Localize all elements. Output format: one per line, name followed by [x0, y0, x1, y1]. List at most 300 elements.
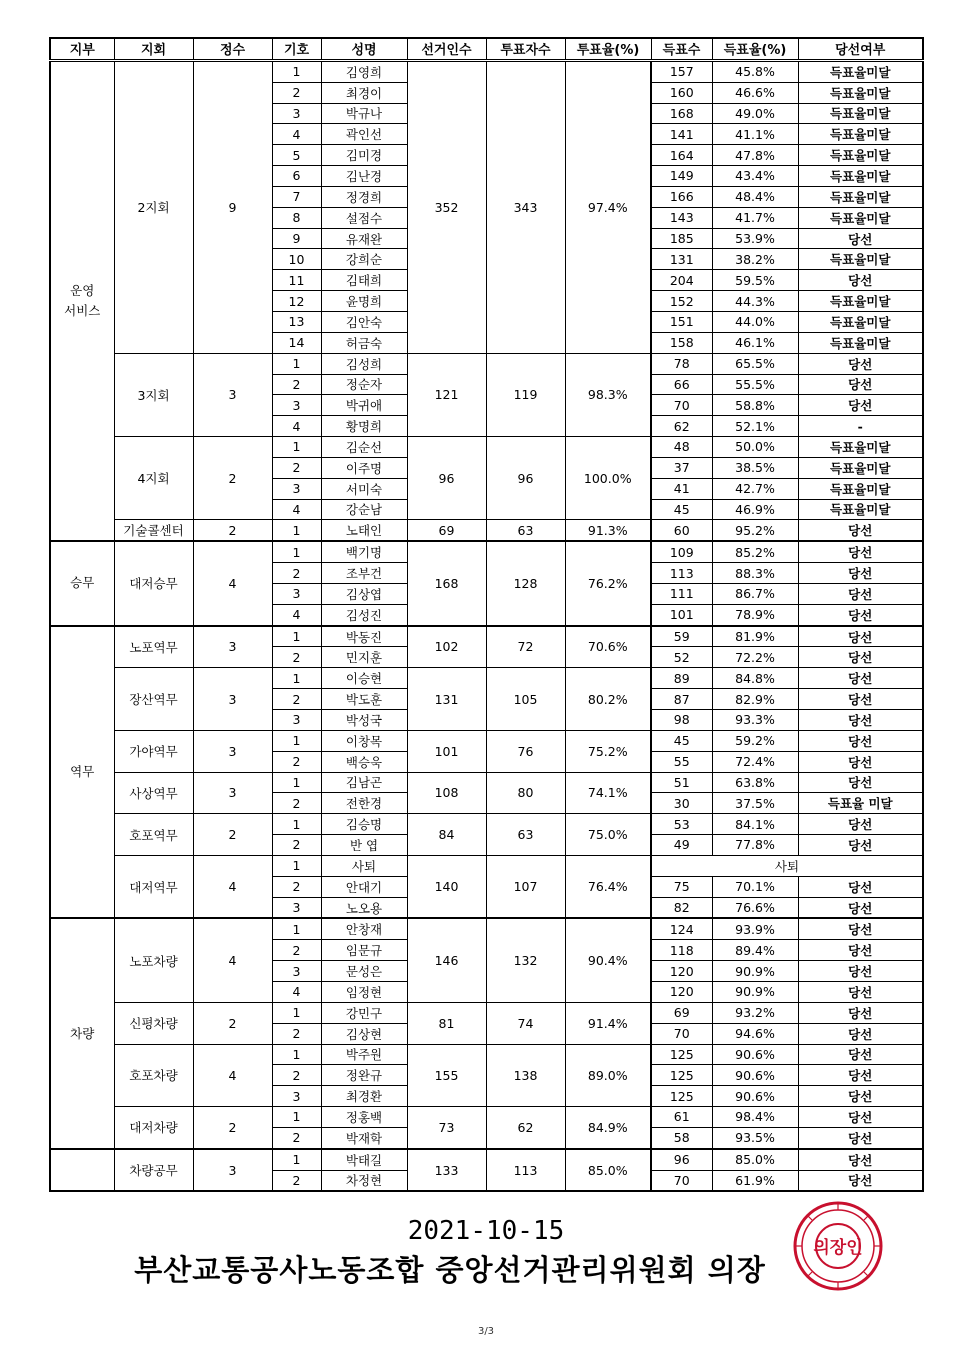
- branch-cell: 운영 서비스: [50, 60, 114, 541]
- col-seats: 정수: [193, 38, 272, 60]
- name-cell: 설점수: [321, 207, 407, 228]
- name-cell: 박동진: [321, 626, 407, 647]
- votes-cell: 204: [651, 270, 712, 291]
- number-cell: 2: [272, 940, 321, 961]
- col-turnout: 투표율(%): [565, 38, 651, 60]
- name-cell: 박도훈: [321, 689, 407, 710]
- votes-cast-cell: 138: [486, 1044, 565, 1107]
- result-cell: 당선: [798, 1044, 923, 1065]
- result-cell: 당선: [798, 1023, 923, 1044]
- number-cell: 2: [272, 457, 321, 478]
- result-cell: 당선: [798, 751, 923, 772]
- vote-rate-cell: 82.9%: [712, 689, 798, 710]
- chapter-cell: 대저차량: [114, 1107, 193, 1149]
- number-cell: 2: [272, 1065, 321, 1086]
- name-cell: 차정현: [321, 1170, 407, 1191]
- table-row: [50, 353, 923, 374]
- vote-rate-cell: 46.6%: [712, 82, 798, 103]
- name-cell: 안대기: [321, 876, 407, 897]
- number-cell: 2: [272, 689, 321, 710]
- result-cell: 득표율미달: [798, 82, 923, 103]
- votes-cast-cell: 119: [486, 353, 565, 436]
- name-cell: 김성진: [321, 604, 407, 625]
- votes-cell: 49: [651, 835, 712, 856]
- vote-rate-cell: 43.4%: [712, 166, 798, 187]
- seats-cell: 2: [193, 520, 272, 541]
- name-cell: 김난경: [321, 166, 407, 187]
- name-cell: 이주명: [321, 457, 407, 478]
- votes-cell: 78: [651, 353, 712, 374]
- col-branch: 지부: [50, 38, 114, 60]
- votes-cast-cell: 63: [486, 520, 565, 541]
- name-cell: 전한경: [321, 793, 407, 814]
- result-cell: 당선: [798, 563, 923, 584]
- result-cell: 득표율 미달: [798, 793, 923, 814]
- vote-rate-cell: 45.8%: [712, 60, 798, 82]
- result-cell: 득표율미달: [798, 311, 923, 332]
- number-cell: 2: [272, 793, 321, 814]
- number-cell: 1: [272, 541, 321, 562]
- votes-cast-cell: 132: [486, 918, 565, 1002]
- vote-rate-cell: 90.9%: [712, 961, 798, 982]
- name-cell: 박규나: [321, 103, 407, 124]
- vote-rate-cell: 86.7%: [712, 583, 798, 604]
- name-cell: 강민구: [321, 1002, 407, 1023]
- result-cell: 당선: [798, 814, 923, 835]
- seats-cell: 3: [193, 668, 272, 731]
- name-cell: 김태희: [321, 270, 407, 291]
- votes-cell: 160: [651, 82, 712, 103]
- seats-cell: 4: [193, 918, 272, 1002]
- name-cell: 강순남: [321, 499, 407, 520]
- result-cell: 득표율미달: [798, 249, 923, 270]
- votes-cell: 70: [651, 1023, 712, 1044]
- vote-rate-cell: 84.1%: [712, 814, 798, 835]
- table-row: [50, 626, 923, 647]
- seats-cell: 3: [193, 353, 272, 436]
- vote-rate-cell: 48.4%: [712, 186, 798, 207]
- name-cell: 박재학: [321, 1127, 407, 1148]
- vote-rate-cell: 59.5%: [712, 270, 798, 291]
- vote-rate-cell: 61.9%: [712, 1170, 798, 1191]
- votes-cast-cell: 105: [486, 668, 565, 731]
- result-cell: 득표율미달: [798, 499, 923, 520]
- issuer-line: 부산교통공사노동조합 중앙선거관리위원회 의장: [134, 1253, 766, 1287]
- vote-rate-cell: 93.9%: [712, 918, 798, 939]
- votes-cell: 89: [651, 668, 712, 689]
- number-cell: 1: [272, 60, 321, 82]
- votes-cell: 164: [651, 145, 712, 166]
- name-cell: 반 엽: [321, 835, 407, 856]
- vote-rate-cell: 90.6%: [712, 1044, 798, 1065]
- voters-cell: 102: [407, 626, 486, 668]
- vote-rate-cell: 41.7%: [712, 207, 798, 228]
- voters-cell: 101: [407, 730, 486, 772]
- name-cell: 허금숙: [321, 332, 407, 353]
- votes-cell: 151: [651, 311, 712, 332]
- votes-cell: 62: [651, 416, 712, 437]
- votes-cell: 48: [651, 437, 712, 458]
- vote-rate-cell: 84.8%: [712, 668, 798, 689]
- table-row: [50, 1149, 923, 1170]
- table-row: [50, 730, 923, 751]
- table-row: [50, 541, 923, 562]
- table-row: [50, 668, 923, 689]
- result-cell: 당선: [798, 353, 923, 374]
- vote-rate-cell: 70.1%: [712, 876, 798, 897]
- turnout-cell: 70.6%: [565, 626, 651, 668]
- voters-cell: 133: [407, 1149, 486, 1192]
- votes-cell: 120: [651, 961, 712, 982]
- name-cell: 임정현: [321, 981, 407, 1002]
- vote-rate-cell: 55.5%: [712, 374, 798, 395]
- votes-cast-cell: 76: [486, 730, 565, 772]
- name-cell: 정홍백: [321, 1107, 407, 1128]
- branch-cell: 역무: [50, 626, 114, 919]
- vote-rate-cell: 46.1%: [712, 332, 798, 353]
- election-results-table: [49, 37, 924, 1192]
- vote-rate-cell: 78.9%: [712, 604, 798, 625]
- table-row: [50, 437, 923, 458]
- result-cell: 득표율미달: [798, 166, 923, 187]
- votes-cell: 59: [651, 626, 712, 647]
- voters-cell: 69: [407, 520, 486, 541]
- name-cell: 정순자: [321, 374, 407, 395]
- result-cell: 득표율미달: [798, 291, 923, 312]
- name-cell: 박귀애: [321, 395, 407, 416]
- vote-rate-cell: 50.0%: [712, 437, 798, 458]
- vote-rate-cell: 81.9%: [712, 626, 798, 647]
- votes-cast-cell: 113: [486, 1149, 565, 1192]
- vote-rate-cell: 52.1%: [712, 416, 798, 437]
- number-cell: 4: [272, 499, 321, 520]
- vote-rate-cell: 90.6%: [712, 1086, 798, 1107]
- branch-cell: [50, 1149, 114, 1192]
- name-cell: 임문규: [321, 940, 407, 961]
- number-cell: 6: [272, 166, 321, 187]
- name-cell: 이승현: [321, 668, 407, 689]
- votes-cell: 61: [651, 1107, 712, 1128]
- turnout-cell: 76.2%: [565, 541, 651, 625]
- number-cell: 1: [272, 437, 321, 458]
- number-cell: 1: [272, 520, 321, 541]
- result-cell: 득표율미달: [798, 186, 923, 207]
- number-cell: 4: [272, 416, 321, 437]
- table-row: [50, 1107, 923, 1128]
- turnout-cell: 85.0%: [565, 1149, 651, 1192]
- number-cell: 1: [272, 918, 321, 939]
- vote-rate-cell: 93.3%: [712, 710, 798, 731]
- chapter-cell: 호포역무: [114, 814, 193, 856]
- votes-cell: 143: [651, 207, 712, 228]
- number-cell: 3: [272, 583, 321, 604]
- voters-cell: 121: [407, 353, 486, 436]
- votes-cast-cell: 107: [486, 855, 565, 918]
- number-cell: 4: [272, 124, 321, 145]
- votes-cast-cell: 128: [486, 541, 565, 625]
- number-cell: 3: [272, 1086, 321, 1107]
- header-row: [50, 38, 923, 60]
- number-cell: 2: [272, 1170, 321, 1191]
- votes-cell: 70: [651, 1170, 712, 1191]
- name-cell: 유재완: [321, 228, 407, 249]
- turnout-cell: 75.2%: [565, 730, 651, 772]
- number-cell: 13: [272, 311, 321, 332]
- number-cell: 3: [272, 395, 321, 416]
- result-cell: 당선: [798, 374, 923, 395]
- voters-cell: 140: [407, 855, 486, 918]
- number-cell: 1: [272, 668, 321, 689]
- voters-cell: 155: [407, 1044, 486, 1107]
- vote-rate-cell: 93.2%: [712, 1002, 798, 1023]
- votes-cell: 125: [651, 1044, 712, 1065]
- votes-cell: 52: [651, 647, 712, 668]
- votes-cell: 37: [651, 457, 712, 478]
- turnout-cell: 84.9%: [565, 1107, 651, 1149]
- number-cell: 14: [272, 332, 321, 353]
- seats-cell: 2: [193, 1107, 272, 1149]
- name-cell: 김상현: [321, 1023, 407, 1044]
- name-cell: 김상엽: [321, 583, 407, 604]
- table-row: [50, 1002, 923, 1023]
- vote-rate-cell: 77.8%: [712, 835, 798, 856]
- table-row: [50, 918, 923, 939]
- number-cell: 7: [272, 186, 321, 207]
- voters-cell: 352: [407, 60, 486, 353]
- number-cell: 2: [272, 1023, 321, 1044]
- votes-cell: 149: [651, 166, 712, 187]
- votes-cast-cell: 343: [486, 60, 565, 353]
- number-cell: 1: [272, 814, 321, 835]
- vote-rate-cell: 65.5%: [712, 353, 798, 374]
- number-cell: 8: [272, 207, 321, 228]
- name-cell: 정완규: [321, 1065, 407, 1086]
- branch-cell: 승무: [50, 541, 114, 625]
- vote-rate-cell: 85.0%: [712, 1149, 798, 1170]
- vote-rate-cell: 41.1%: [712, 124, 798, 145]
- votes-cell: 98: [651, 710, 712, 731]
- votes-cell: 109: [651, 541, 712, 562]
- vote-rate-cell: 53.9%: [712, 228, 798, 249]
- table-row: [50, 60, 923, 82]
- number-cell: 1: [272, 730, 321, 751]
- table-row: [50, 520, 923, 541]
- vote-rate-cell: 90.9%: [712, 981, 798, 1002]
- chapter-cell: 노포차량: [114, 918, 193, 1002]
- number-cell: 2: [272, 835, 321, 856]
- votes-cell: 185: [651, 228, 712, 249]
- votes-cell: 125: [651, 1086, 712, 1107]
- result-cell: 당선: [798, 961, 923, 982]
- vote-rate-cell: 63.8%: [712, 772, 798, 793]
- voters-cell: 96: [407, 437, 486, 520]
- result-cell: 당선: [798, 1127, 923, 1148]
- chapter-cell: 가야역무: [114, 730, 193, 772]
- result-cell: 당선: [798, 541, 923, 562]
- result-cell: 당선: [798, 940, 923, 961]
- votes-cell: 124: [651, 918, 712, 939]
- col-result: 당선여부: [798, 38, 923, 60]
- chapter-cell: 노포역무: [114, 626, 193, 668]
- turnout-cell: 75.0%: [565, 814, 651, 856]
- result-cell: 득표율미달: [798, 457, 923, 478]
- vote-rate-cell: 37.5%: [712, 793, 798, 814]
- votes-cell: 55: [651, 751, 712, 772]
- name-cell: 서미숙: [321, 478, 407, 499]
- votes-cell: 69: [651, 1002, 712, 1023]
- result-cell: 당선: [798, 1065, 923, 1086]
- name-cell: 최경환: [321, 1086, 407, 1107]
- number-cell: 1: [272, 353, 321, 374]
- official-seal-icon: [792, 1200, 884, 1292]
- votes-cell: 51: [651, 772, 712, 793]
- vote-rate-cell: 94.6%: [712, 1023, 798, 1044]
- number-cell: 2: [272, 751, 321, 772]
- votes-cell: 125: [651, 1065, 712, 1086]
- vote-rate-cell: 42.7%: [712, 478, 798, 499]
- branch-cell: 차량: [50, 918, 114, 1148]
- result-cell: 득표율미달: [798, 103, 923, 124]
- voters-cell: 73: [407, 1107, 486, 1149]
- result-cell: 당선: [798, 1086, 923, 1107]
- number-cell: 1: [272, 855, 321, 876]
- voters-cell: 146: [407, 918, 486, 1002]
- voters-cell: 81: [407, 1002, 486, 1044]
- vote-rate-cell: 47.8%: [712, 145, 798, 166]
- document-date: 2021-10-15: [407, 1216, 565, 1246]
- turnout-cell: 91.4%: [565, 1002, 651, 1044]
- votes-cell: 87: [651, 689, 712, 710]
- number-cell: 1: [272, 1107, 321, 1128]
- result-cell: 당선: [798, 918, 923, 939]
- result-cell: 당선: [798, 876, 923, 897]
- result-cell: 당선: [798, 772, 923, 793]
- votes-cell: 166: [651, 186, 712, 207]
- result-cell: 당선: [798, 270, 923, 291]
- result-cell: 당선: [798, 395, 923, 416]
- votes-cell: 41: [651, 478, 712, 499]
- col-votes: 득표수: [651, 38, 712, 60]
- votes-cell: 96: [651, 1149, 712, 1170]
- chapter-cell: 대저역무: [114, 855, 193, 918]
- vote-rate-cell: 85.2%: [712, 541, 798, 562]
- vote-rate-cell: 76.6%: [712, 897, 798, 918]
- name-cell: 곽인선: [321, 124, 407, 145]
- votes-cell: 70: [651, 395, 712, 416]
- votes-cell: 120: [651, 981, 712, 1002]
- votes-cast-cell: 63: [486, 814, 565, 856]
- number-cell: 1: [272, 772, 321, 793]
- chapter-cell: 3지회: [114, 353, 193, 436]
- table-row: [50, 1044, 923, 1065]
- vote-rate-cell: 38.5%: [712, 457, 798, 478]
- col-vote-rate: 득표율(%): [712, 38, 798, 60]
- withdrawn-cell: 사퇴: [651, 855, 923, 876]
- voters-cell: 131: [407, 668, 486, 731]
- number-cell: 12: [272, 291, 321, 312]
- col-name: 성명: [321, 38, 407, 60]
- number-cell: 1: [272, 626, 321, 647]
- vote-rate-cell: 89.4%: [712, 940, 798, 961]
- seats-cell: 9: [193, 60, 272, 353]
- number-cell: 2: [272, 1127, 321, 1148]
- seats-cell: 3: [193, 772, 272, 814]
- name-cell: 백기명: [321, 541, 407, 562]
- name-cell: 사퇴: [321, 855, 407, 876]
- seats-cell: 3: [193, 626, 272, 668]
- name-cell: 김미경: [321, 145, 407, 166]
- vote-rate-cell: 72.4%: [712, 751, 798, 772]
- result-cell: 득표율미달: [798, 207, 923, 228]
- col-chapter: 지회: [114, 38, 193, 60]
- result-cell: 당선: [798, 1107, 923, 1128]
- votes-cell: 58: [651, 1127, 712, 1148]
- result-cell: 당선: [798, 1149, 923, 1170]
- votes-cell: 118: [651, 940, 712, 961]
- result-cell: -: [798, 416, 923, 437]
- name-cell: 강희순: [321, 249, 407, 270]
- number-cell: 3: [272, 897, 321, 918]
- chapter-cell: 차량공무: [114, 1149, 193, 1192]
- turnout-cell: 90.4%: [565, 918, 651, 1002]
- seats-cell: 2: [193, 1002, 272, 1044]
- votes-cell: 30: [651, 793, 712, 814]
- votes-cell: 111: [651, 583, 712, 604]
- chapter-cell: 2지회: [114, 60, 193, 353]
- vote-rate-cell: 38.2%: [712, 249, 798, 270]
- result-cell: 당선: [798, 583, 923, 604]
- name-cell: 황명희: [321, 416, 407, 437]
- result-cell: 당선: [798, 689, 923, 710]
- number-cell: 2: [272, 374, 321, 395]
- result-cell: 득표율미달: [798, 124, 923, 145]
- chapter-cell: 4지회: [114, 437, 193, 520]
- result-cell: 당선: [798, 604, 923, 625]
- number-cell: 3: [272, 961, 321, 982]
- table-row: [50, 855, 923, 876]
- votes-cell: 152: [651, 291, 712, 312]
- votes-cast-cell: 62: [486, 1107, 565, 1149]
- table-row: [50, 772, 923, 793]
- name-cell: 노태인: [321, 520, 407, 541]
- result-cell: 당선: [798, 710, 923, 731]
- result-cell: 득표율미달: [798, 60, 923, 82]
- votes-cell: 113: [651, 563, 712, 584]
- number-cell: 5: [272, 145, 321, 166]
- turnout-cell: 98.3%: [565, 353, 651, 436]
- result-cell: 당선: [798, 897, 923, 918]
- voters-cell: 84: [407, 814, 486, 856]
- seal-text: 의장인: [813, 1238, 863, 1258]
- votes-cell: 101: [651, 604, 712, 625]
- name-cell: 박성국: [321, 710, 407, 731]
- vote-rate-cell: 90.6%: [712, 1065, 798, 1086]
- result-cell: 득표율미달: [798, 478, 923, 499]
- seats-cell: 4: [193, 1044, 272, 1107]
- turnout-cell: 100.0%: [565, 437, 651, 520]
- name-cell: 김성희: [321, 353, 407, 374]
- name-cell: 노오용: [321, 897, 407, 918]
- name-cell: 안창재: [321, 918, 407, 939]
- name-cell: 조부건: [321, 563, 407, 584]
- table-body: [50, 60, 923, 1191]
- vote-rate-cell: 58.8%: [712, 395, 798, 416]
- turnout-cell: 91.3%: [565, 520, 651, 541]
- result-cell: 득표율미달: [798, 437, 923, 458]
- votes-cell: 45: [651, 499, 712, 520]
- chapter-cell: 호포차량: [114, 1044, 193, 1107]
- name-cell: 김승명: [321, 814, 407, 835]
